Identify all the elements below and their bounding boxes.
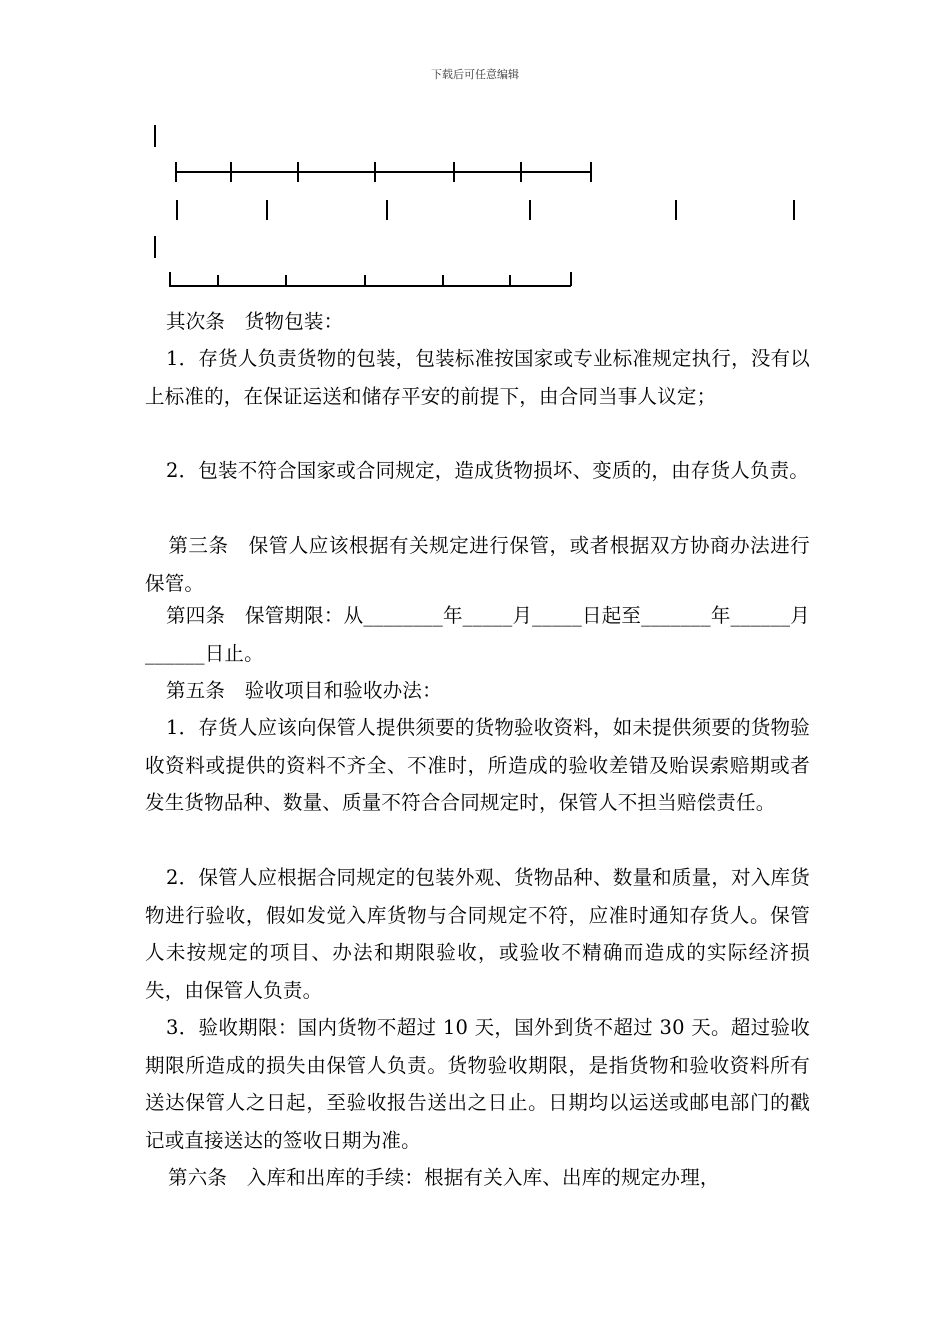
table-border-line <box>386 200 388 220</box>
table-border-line <box>176 200 178 220</box>
clause-5-2: 2．保管人应根据合同规定的包装外观、货物品种、数量和质量，对入库货物进行验收，假如发觉入库货物与合同规定不符，应准时通知存货人。保管人未按规定的项目、办法和期限验收，或验收不精确而造成的实际经济损失，由保管人负责。 <box>145 866 810 1002</box>
table-border-line <box>285 275 287 286</box>
table-border-line <box>793 200 795 220</box>
table-border-line <box>175 171 591 173</box>
page-header-note: 下载后可任意编辑 <box>431 68 519 81</box>
clause-2-2: 2．包装不符合国家或合同规定，造成货物损坏、变质的，由存货人负责。 <box>166 459 810 482</box>
article-6: 第六条 入库和出库的手续：根据有关入库、出库的规定办理， <box>168 1166 720 1189</box>
article-heading-2: 其次条 货物包装： <box>166 310 344 333</box>
clause-5-3: 3．验收期限：国内货物不超过 10 天，国外到货不超过 30 天。超过验收期限所造成的损失由保管人负责。货物验收期限，是指货物和验收资料所有送达保管人之日起，至验收报告送出之日止。日期均以运送或邮电部门的戳记或直接送达的签收日期为准。 <box>145 1016 810 1152</box>
table-border-line <box>154 125 156 147</box>
table-border-line <box>509 275 511 286</box>
table-border-line <box>154 236 156 258</box>
article-4-storage-period: 第四条 保管期限：从________年_____月_____日起至_______年______月______日止。 <box>145 604 810 665</box>
article-3: 第三条 保管人应该根据有关规定进行保管，或者根据双方协商办法进行保管。 <box>145 534 810 595</box>
table-fragment <box>0 0 950 300</box>
clause-5-1: 1．存货人应该向保管人提供须要的货物验收资料，如未提供须要的货物验收资料或提供的资料不齐全、不准时，所造成的验收差错及贻误索赔期或者发生货物品种、数量、质量不符合合同规定时，保管人不担当赔偿责任。 <box>145 716 810 815</box>
table-border-line <box>675 200 677 220</box>
table-border-line <box>442 275 444 286</box>
table-border-line <box>266 200 268 220</box>
table-border-line <box>364 275 366 286</box>
table-border-line <box>297 162 299 182</box>
table-border-line <box>529 200 531 220</box>
table-border-line <box>169 272 171 286</box>
table-border-line <box>217 275 219 286</box>
table-border-line <box>570 272 572 286</box>
article-heading-5: 第五条 验收项目和验收办法： <box>166 679 442 702</box>
clause-2-1: 1．存货人负责货物的包装，包装标准按国家或专业标准规定执行，没有以上标准的，在保证运送和储存平安的前提下，由合同当事人议定； <box>145 347 810 408</box>
table-border-line <box>230 162 232 182</box>
table-border-line <box>520 162 522 182</box>
table-border-line <box>169 285 571 287</box>
table-border-line <box>175 162 177 182</box>
table-border-line <box>374 162 376 182</box>
table-border-line <box>453 162 455 182</box>
table-border-line <box>590 162 592 182</box>
